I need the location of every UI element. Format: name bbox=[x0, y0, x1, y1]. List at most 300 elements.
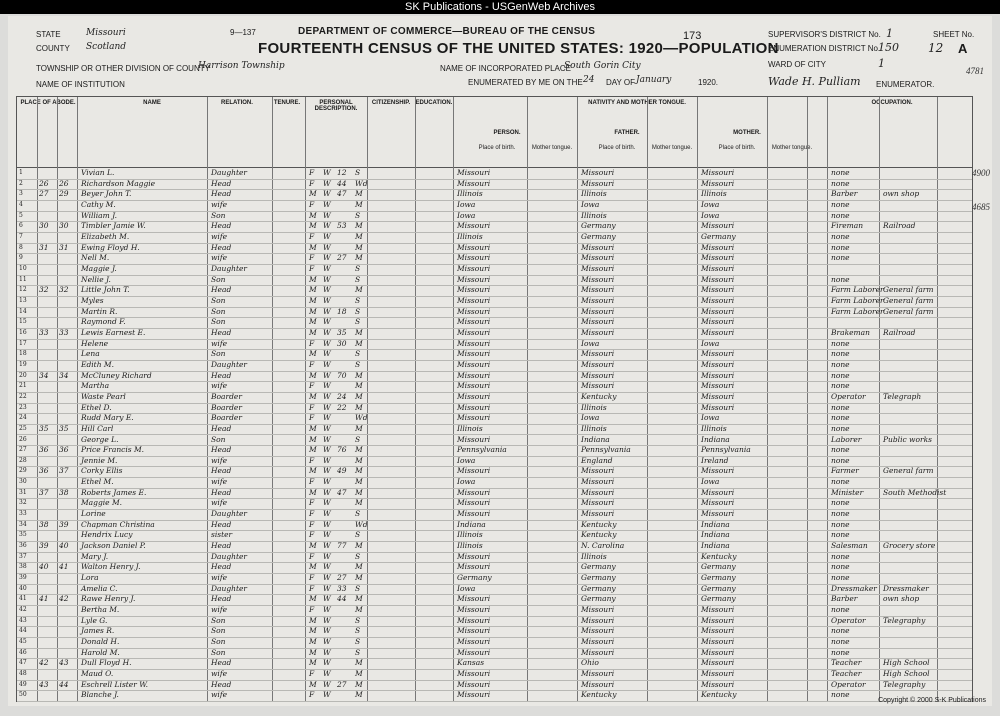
cell-n: 48 bbox=[19, 670, 27, 678]
cell-name: Vivian L. bbox=[81, 168, 115, 177]
cell-ind: Public works bbox=[883, 434, 932, 444]
cell-mb: Germany bbox=[701, 562, 736, 572]
enumerator-value: Wade H. Pulliam bbox=[768, 75, 861, 88]
cell-ms: S bbox=[355, 615, 361, 625]
cell-rel: wife bbox=[211, 690, 228, 700]
cell-fam: 36 bbox=[59, 445, 69, 455]
cell-fam: 31 bbox=[59, 242, 69, 252]
cell-rel: Head bbox=[211, 594, 232, 604]
cell-sex: M bbox=[309, 626, 317, 636]
cell-ms: M bbox=[355, 445, 363, 455]
cell-n: 23 bbox=[19, 403, 27, 411]
cell-mb: Kentucky bbox=[701, 690, 737, 700]
cell-name: Donald H. bbox=[81, 637, 120, 647]
cell-rel: Daughter bbox=[211, 168, 247, 177]
cell-race: W bbox=[323, 466, 331, 476]
cell-sex: F bbox=[309, 178, 315, 188]
cell-mb: Missouri bbox=[701, 295, 735, 305]
cell-race: W bbox=[323, 615, 331, 625]
cell-fb: Missouri bbox=[581, 605, 615, 615]
cell-rel: wife bbox=[211, 338, 228, 348]
cell-name: Beyer John T. bbox=[81, 189, 132, 199]
ward-value: 1 bbox=[878, 57, 885, 70]
cell-ms: S bbox=[355, 551, 361, 561]
institution-label: NAME OF INSTITUTION bbox=[36, 80, 125, 89]
cell-fb: Missouri bbox=[581, 242, 615, 252]
cell-sex: M bbox=[309, 637, 317, 647]
cell-occ: none bbox=[831, 637, 850, 647]
cell-name: Chapman Christina bbox=[81, 519, 155, 529]
cell-occ: none bbox=[831, 573, 850, 583]
cell-name: Maud O. bbox=[81, 669, 114, 679]
cell-sex: M bbox=[309, 327, 317, 337]
cell-ms: S bbox=[355, 583, 361, 593]
cell-sex: F bbox=[309, 402, 315, 412]
cell-rel: Head bbox=[211, 445, 232, 455]
census-title: FOURTEENTH CENSUS OF THE UNITED STATES: 1920—POPULATION bbox=[258, 40, 779, 57]
cell-sex: F bbox=[309, 231, 315, 241]
cell-sex: F bbox=[309, 669, 315, 679]
cell-occ: none bbox=[831, 413, 850, 423]
cell-ms: S bbox=[355, 647, 361, 657]
cell-name: Nell M. bbox=[81, 253, 110, 263]
cell-pb: Missouri bbox=[457, 381, 491, 391]
cell-rel: Head bbox=[211, 541, 232, 551]
cell-fb: Missouri bbox=[581, 647, 615, 657]
cell-mb: Missouri bbox=[701, 306, 735, 316]
cell-race: W bbox=[323, 391, 331, 401]
cell-age: 44 bbox=[337, 594, 347, 604]
cell-ms: S bbox=[355, 434, 361, 444]
cell-mb: Missouri bbox=[701, 605, 735, 615]
cell-fam: 44 bbox=[59, 679, 69, 689]
cell-pb: Missouri bbox=[457, 637, 491, 647]
cell-ms: M bbox=[355, 487, 363, 497]
state-label: STATE bbox=[36, 30, 61, 39]
cell-rel: wife bbox=[211, 573, 228, 583]
cell-fb: Kentucky bbox=[581, 519, 617, 529]
cell-sex: F bbox=[309, 519, 315, 529]
ed-label: ENUMERATION DISTRICT No. bbox=[768, 44, 881, 53]
cell-fb: Missouri bbox=[581, 615, 615, 625]
cell-mb: Missouri bbox=[701, 317, 735, 327]
mother-place-of-birth: Place of birth. bbox=[718, 145, 756, 151]
cell-occ: none bbox=[831, 605, 850, 615]
cell-fb: N. Carolina bbox=[581, 541, 625, 551]
cell-ms: M bbox=[355, 327, 363, 337]
cell-rel: Son bbox=[211, 210, 226, 220]
cell-pb: Missouri bbox=[457, 679, 491, 689]
cell-name: Mary J. bbox=[81, 551, 109, 561]
cell-sex: F bbox=[309, 573, 315, 583]
cell-sex: F bbox=[309, 551, 315, 561]
cell-rel: Head bbox=[211, 370, 232, 380]
cell-fb: Missouri bbox=[581, 477, 615, 487]
cell-n: 8 bbox=[19, 243, 23, 251]
cell-ms: M bbox=[355, 541, 363, 551]
place-value: South Gorin City bbox=[564, 61, 641, 71]
cell-occ: none bbox=[831, 455, 850, 465]
cell-n: 45 bbox=[19, 638, 27, 646]
cell-name: Ethel M. bbox=[81, 477, 114, 487]
cell-name: Hendrix Lucy bbox=[81, 530, 133, 540]
cell-fb: Missouri bbox=[581, 253, 615, 263]
cell-sex: F bbox=[309, 605, 315, 615]
cell-dw: 32 bbox=[39, 285, 49, 295]
cell-n: 34 bbox=[19, 520, 27, 528]
cell-pb: Missouri bbox=[457, 327, 491, 337]
cell-pb: Missouri bbox=[457, 317, 491, 327]
cell-sex: F bbox=[309, 530, 315, 540]
cell-mb: Missouri bbox=[701, 359, 735, 369]
cell-sex: M bbox=[309, 679, 317, 689]
cell-fb: Kentucky bbox=[581, 530, 617, 540]
cell-name: Blanche J. bbox=[81, 690, 119, 700]
cell-name: Edith M. bbox=[81, 359, 114, 369]
cell-rel: wife bbox=[211, 669, 228, 679]
cell-pb: Missouri bbox=[457, 253, 491, 263]
cell-dw: 27 bbox=[39, 189, 49, 199]
cell-sex: F bbox=[309, 263, 315, 273]
cell-n: 41 bbox=[19, 595, 27, 603]
cell-sex: F bbox=[309, 359, 315, 369]
cell-fb: Germany bbox=[581, 573, 616, 583]
cell-mb: Iowa bbox=[701, 338, 720, 348]
cell-name: Rudd Mary E. bbox=[81, 413, 134, 423]
cell-pb: Missouri bbox=[457, 359, 491, 369]
cell-race: W bbox=[323, 402, 331, 412]
cell-sex: M bbox=[309, 317, 317, 327]
cell-ind: Railroad bbox=[883, 327, 916, 337]
cell-mb: Missouri bbox=[701, 178, 735, 188]
cell-fb: Missouri bbox=[581, 466, 615, 476]
group-tenure: TENURE. bbox=[273, 100, 301, 106]
cell-sex: M bbox=[309, 274, 317, 284]
cell-race: W bbox=[323, 168, 331, 177]
cell-ms: Wd bbox=[355, 178, 368, 188]
cell-fb: Germany bbox=[581, 562, 616, 572]
group-citizenship: CITIZENSHIP. bbox=[371, 100, 411, 106]
cell-fb: Kentucky bbox=[581, 690, 617, 700]
cell-name: Raymond F. bbox=[81, 317, 126, 327]
cell-race: W bbox=[323, 541, 331, 551]
cell-name: Roberts James E. bbox=[81, 487, 147, 497]
cell-age: 53 bbox=[337, 221, 347, 231]
cell-sex: M bbox=[309, 242, 317, 252]
cell-name: Lora bbox=[81, 573, 99, 583]
cell-fb: Missouri bbox=[581, 669, 615, 679]
cell-pb: Missouri bbox=[457, 242, 491, 252]
cell-sex: M bbox=[309, 562, 317, 572]
cell-fb: Missouri bbox=[581, 381, 615, 391]
cell-occ: Dressmaker bbox=[831, 583, 877, 593]
cell-mb: Missouri bbox=[701, 327, 735, 337]
cell-n: 35 bbox=[19, 531, 27, 539]
cell-rel: Son bbox=[211, 434, 226, 444]
cell-sex: M bbox=[309, 285, 317, 295]
group-occupation: OCCUPATION. bbox=[871, 100, 913, 106]
cell-sex: F bbox=[309, 477, 315, 487]
cell-race: W bbox=[323, 498, 331, 508]
cell-fb: Missouri bbox=[581, 285, 615, 295]
cell-mb: Indiana bbox=[701, 519, 730, 529]
cell-ms: M bbox=[355, 370, 363, 380]
cell-pb: Iowa bbox=[457, 455, 476, 465]
person-place-of-birth: Place of birth. bbox=[478, 145, 516, 151]
cell-n: 7 bbox=[19, 232, 23, 240]
cell-race: W bbox=[323, 669, 331, 679]
group-person: PERSON. bbox=[493, 130, 521, 136]
cell-mb: Germany bbox=[701, 231, 736, 241]
cell-pb: Missouri bbox=[457, 338, 491, 348]
cell-pb: Iowa bbox=[457, 583, 476, 593]
cell-race: W bbox=[323, 242, 331, 252]
cell-occ: none bbox=[831, 551, 850, 561]
cell-race: W bbox=[323, 583, 331, 593]
cell-ms: M bbox=[355, 381, 363, 391]
cell-race: W bbox=[323, 189, 331, 199]
cell-fb: Iowa bbox=[581, 338, 600, 348]
cell-name: Lewis Earnest E. bbox=[81, 327, 146, 337]
cell-pb: Missouri bbox=[457, 498, 491, 508]
cell-n: 2 bbox=[19, 179, 23, 187]
cell-rel: Daughter bbox=[211, 263, 247, 273]
cell-race: W bbox=[323, 413, 331, 423]
cell-n: 3 bbox=[19, 190, 23, 198]
cell-ms: M bbox=[355, 391, 363, 401]
cell-pb: Missouri bbox=[457, 263, 491, 273]
cell-n: 36 bbox=[19, 542, 27, 550]
cell-occ: none bbox=[831, 445, 850, 455]
cell-sex: F bbox=[309, 199, 315, 209]
cell-age: 12 bbox=[337, 168, 347, 177]
cell-name: Corky Ellis bbox=[81, 466, 123, 476]
cell-dw: 26 bbox=[39, 178, 49, 188]
cell-sex: F bbox=[309, 498, 315, 508]
cell-ms: S bbox=[355, 637, 361, 647]
cell-race: W bbox=[323, 562, 331, 572]
cell-fb: Missouri bbox=[581, 679, 615, 689]
cell-sex: M bbox=[309, 615, 317, 625]
cell-ms: M bbox=[355, 253, 363, 263]
cell-sex: M bbox=[309, 434, 317, 444]
cell-occ: Operator bbox=[831, 615, 866, 625]
cell-name: Ethel D. bbox=[81, 402, 112, 412]
cell-n: 11 bbox=[19, 275, 27, 283]
cell-fb: Pennsylvania bbox=[581, 445, 631, 455]
group-education: EDUCATION. bbox=[415, 100, 453, 106]
cell-ms: M bbox=[355, 402, 363, 412]
cell-age: 49 bbox=[337, 466, 347, 476]
cell-rel: Head bbox=[211, 423, 232, 433]
cell-occ: Barber bbox=[831, 189, 858, 199]
cell-n: 40 bbox=[19, 584, 27, 592]
cell-mb: Missouri bbox=[701, 509, 735, 519]
cell-rel: Daughter bbox=[211, 551, 247, 561]
cell-occ: Minister bbox=[831, 487, 864, 497]
sheet-label: SHEET No. bbox=[933, 30, 975, 39]
cell-ms: Wd bbox=[355, 519, 368, 529]
cell-race: W bbox=[323, 487, 331, 497]
cell-race: W bbox=[323, 210, 331, 220]
cell-fb: Missouri bbox=[581, 349, 615, 359]
cell-name: Bertha M. bbox=[81, 605, 120, 615]
census-sheet bbox=[8, 16, 992, 706]
cell-name: Richardson Maggie bbox=[81, 178, 156, 188]
cell-pb: Illinois bbox=[457, 231, 483, 241]
cell-rel: Head bbox=[211, 466, 232, 476]
cell-race: W bbox=[323, 381, 331, 391]
cell-fb: Illinois bbox=[581, 189, 607, 199]
cell-ms: M bbox=[355, 679, 363, 689]
cell-mb: Missouri bbox=[701, 487, 735, 497]
cell-rel: Head bbox=[211, 242, 232, 252]
cell-rel: Head bbox=[211, 679, 232, 689]
cell-rel: Son bbox=[211, 647, 226, 657]
cell-fam: 41 bbox=[59, 562, 69, 572]
cell-occ: none bbox=[831, 626, 850, 636]
cell-race: W bbox=[323, 317, 331, 327]
cell-race: W bbox=[323, 285, 331, 295]
cell-fb: Missouri bbox=[581, 295, 615, 305]
cell-sex: M bbox=[309, 391, 317, 401]
cell-ms: M bbox=[355, 605, 363, 615]
cell-n: 1 bbox=[19, 169, 23, 176]
cell-pb: Missouri bbox=[457, 349, 491, 359]
cell-race: W bbox=[323, 199, 331, 209]
cell-mb: Indiana bbox=[701, 530, 730, 540]
cell-pb: Missouri bbox=[457, 402, 491, 412]
cell-pb: Missouri bbox=[457, 370, 491, 380]
cell-fb: Kentucky bbox=[581, 391, 617, 401]
cell-n: 42 bbox=[19, 606, 27, 614]
cell-pb: Missouri bbox=[457, 391, 491, 401]
cell-occ: none bbox=[831, 498, 850, 508]
cell-n: 28 bbox=[19, 456, 27, 464]
cell-fb: Missouri bbox=[581, 327, 615, 337]
cell-fb: Missouri bbox=[581, 178, 615, 188]
cell-ms: S bbox=[355, 295, 361, 305]
department-title: DEPARTMENT OF COMMERCE—BUREAU OF THE CENSUS bbox=[298, 26, 596, 37]
cell-mb: Missouri bbox=[701, 274, 735, 284]
cell-fb: Germany bbox=[581, 583, 616, 593]
cell-fb: Missouri bbox=[581, 498, 615, 508]
cell-occ: none bbox=[831, 690, 850, 700]
cell-sex: F bbox=[309, 455, 315, 465]
cell-ms: M bbox=[355, 221, 363, 231]
cell-name: Jackson Daniel P. bbox=[81, 541, 146, 551]
cell-fam: 26 bbox=[59, 178, 69, 188]
cell-fb: Missouri bbox=[581, 274, 615, 284]
cell-n: 22 bbox=[19, 392, 27, 400]
cell-occ: Teacher bbox=[831, 669, 862, 679]
cell-fam: 43 bbox=[59, 658, 69, 668]
cell-mb: Missouri bbox=[701, 221, 735, 231]
cell-age: 76 bbox=[337, 445, 347, 455]
cell-mb: Missouri bbox=[701, 370, 735, 380]
cell-pb: Missouri bbox=[457, 615, 491, 625]
cell-sex: M bbox=[309, 349, 317, 359]
cell-ms: S bbox=[355, 509, 361, 519]
cell-ind: General farm bbox=[883, 285, 934, 295]
cell-fam: 33 bbox=[59, 327, 69, 337]
cell-sex: M bbox=[309, 210, 317, 220]
cell-age: 77 bbox=[337, 541, 347, 551]
cell-n: 44 bbox=[19, 627, 27, 635]
cell-fam: 34 bbox=[59, 370, 69, 380]
cell-sex: F bbox=[309, 338, 315, 348]
cell-rel: Head bbox=[211, 487, 232, 497]
cell-race: W bbox=[323, 231, 331, 241]
cell-race: W bbox=[323, 434, 331, 444]
cell-mb: Missouri bbox=[701, 626, 735, 636]
cell-ms: M bbox=[355, 242, 363, 252]
cell-fb: Indiana bbox=[581, 434, 610, 444]
cell-sex: F bbox=[309, 168, 315, 177]
cell-occ: none bbox=[831, 359, 850, 369]
cell-ind: Telegraphy bbox=[883, 615, 926, 625]
cell-dw: 31 bbox=[39, 242, 49, 252]
cell-pb: Missouri bbox=[457, 285, 491, 295]
cell-occ: Farm Laborer bbox=[831, 295, 884, 305]
cell-n: 37 bbox=[19, 552, 27, 560]
cell-dw: 36 bbox=[39, 445, 49, 455]
cell-n: 25 bbox=[19, 424, 27, 432]
cell-pb: Illinois bbox=[457, 530, 483, 540]
cell-n: 24 bbox=[19, 414, 27, 422]
cell-occ: none bbox=[831, 178, 850, 188]
cell-n: 32 bbox=[19, 499, 27, 507]
cell-rel: Son bbox=[211, 295, 226, 305]
cell-name: Nellie J. bbox=[81, 274, 111, 284]
cell-sex: M bbox=[309, 487, 317, 497]
cell-race: W bbox=[323, 509, 331, 519]
cell-name: Rawe Henry J. bbox=[81, 594, 136, 604]
cell-race: W bbox=[323, 327, 331, 337]
cell-mb: Missouri bbox=[701, 679, 735, 689]
cell-ms: M bbox=[355, 477, 363, 487]
cell-name: Cathy M. bbox=[81, 199, 116, 209]
cell-rel: Daughter bbox=[211, 509, 247, 519]
cell-ms: M bbox=[355, 423, 363, 433]
cell-rel: Son bbox=[211, 637, 226, 647]
cell-n: 50 bbox=[19, 691, 27, 699]
cell-occ: Salesman bbox=[831, 541, 868, 551]
cell-pb: Iowa bbox=[457, 477, 476, 487]
cell-dw: 33 bbox=[39, 327, 49, 337]
ed-value: 150 bbox=[878, 41, 899, 54]
cell-n: 33 bbox=[19, 510, 27, 518]
supervisor-label: SUPERVISOR'S DISTRICT No. bbox=[768, 30, 881, 39]
cell-ms: S bbox=[355, 626, 361, 636]
cell-name: Maggie M. bbox=[81, 498, 123, 508]
cell-name: Myles bbox=[81, 295, 104, 305]
cell-race: W bbox=[323, 306, 331, 316]
cell-ind: own shop bbox=[883, 594, 920, 604]
cell-name: Maggie J. bbox=[81, 263, 117, 273]
cell-occ: none bbox=[831, 253, 850, 263]
cell-sex: M bbox=[309, 647, 317, 657]
cell-race: W bbox=[323, 253, 331, 263]
cell-n: 4 bbox=[19, 200, 23, 208]
cell-n: 9 bbox=[19, 254, 23, 262]
cell-rel: Son bbox=[211, 317, 226, 327]
cell-pb: Missouri bbox=[457, 562, 491, 572]
cell-race: W bbox=[323, 647, 331, 657]
cell-fb: Missouri bbox=[581, 509, 615, 519]
cell-ind: South Methodist bbox=[883, 487, 947, 497]
cell-pb: Pennsylvania bbox=[457, 445, 507, 455]
